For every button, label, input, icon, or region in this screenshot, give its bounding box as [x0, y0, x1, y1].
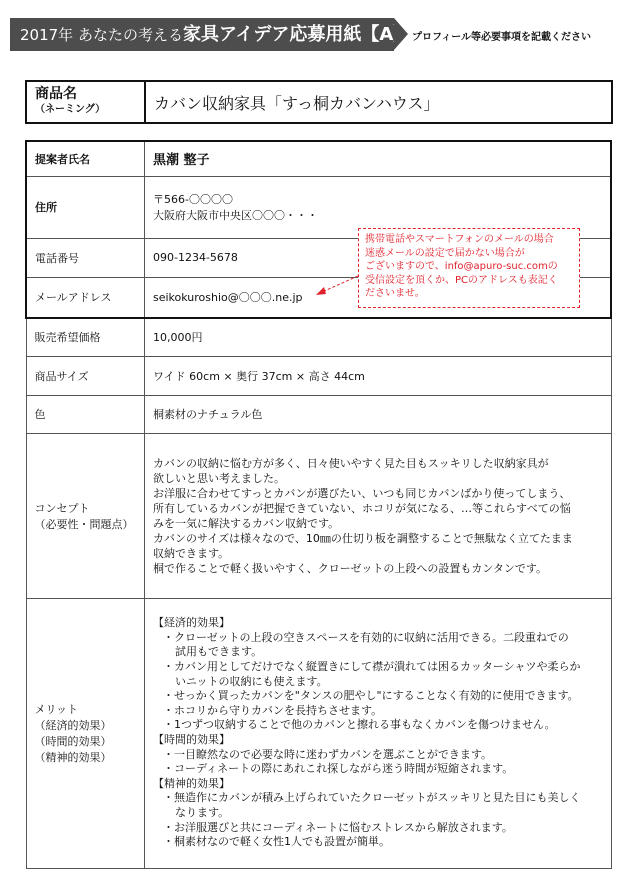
merit-line: ・ホコリから守りカバンを長持ちさせます。: [163, 703, 383, 717]
address-label: 住所: [26, 176, 145, 238]
callout-line: ございますので、info@apuro-suc.comの: [365, 261, 558, 272]
color-value: 桐素材のナチュラル色: [145, 395, 612, 433]
merit-heading: 【精神的効果】: [153, 776, 230, 790]
concept-line: 収納できます。: [153, 546, 230, 560]
callout-line: 受信設定を頂くか、PCのアドレスも表記く: [365, 274, 558, 286]
callout-line: 携帯電話やスマートフォンのメールの場合: [365, 234, 554, 245]
concept-line: みを一気に解決するカバン収納です。: [153, 516, 340, 530]
merit-line: ・桐素材なので軽く女性1人でも設置が簡単。: [163, 835, 390, 849]
price-value: 10,000円: [145, 318, 612, 356]
color-label: 色: [26, 395, 145, 433]
email-value: seikokuroshio@〇〇〇.ne.jp: [145, 277, 612, 318]
callout-arrow-line: [322, 276, 358, 292]
address-value: 大阪府大阪市中央区〇〇〇・・・: [153, 209, 318, 222]
merit-label: メリット: [34, 703, 79, 716]
merit-line: ・コーディネートの際にあれこれ探しながら迷う時間が短縮されます。: [163, 762, 514, 776]
callout-line: 迷惑メールの設定で届かない場合が: [365, 247, 525, 259]
concept-line: 所有しているカバンが把握できていない、ホコリが気になる、…等これらすべての悩: [153, 501, 571, 515]
merit-heading: 【経済的効果】: [153, 616, 230, 630]
merit-line: ・無造作にカバンが積み上げられていたクローゼットがスッキリと見た目にも美しく: [163, 791, 581, 805]
merit-line: いニットの収納にも使えます。: [175, 674, 328, 688]
applicant-name-value: 黒潮 整子: [145, 141, 612, 176]
concept-line: お洋服に合わせてすっとカバンが選びたい、いつも同じカバンばかり使ってしまう、: [153, 486, 571, 500]
product-name-sublabel: （ネーミング）: [35, 104, 106, 115]
postal-code: 〒566-〇〇〇〇: [153, 193, 233, 206]
phone-label: 電話番号: [26, 238, 145, 277]
merit-line: ・一目瞭然なので必要な時に迷わずカバンを選ぶことができます。: [163, 747, 493, 761]
merit-line: ・クローゼットの上段の空きスペースを有効的に収納に活用できる。二段重ねでの: [163, 630, 569, 644]
product-name-value: カバン収納家具「すっ桐カバンハウス」: [145, 81, 612, 123]
merit-sublabel: （精神的効果）: [34, 751, 112, 764]
concept-line: 欲しいと思い考えました。: [153, 471, 285, 485]
concept-line: カバンのサイズは様々なので、10㎜の仕切り板を調整することで無駄なく立てたまま: [153, 531, 573, 545]
size-value: ワイド 60cm × 奥行 37cm × 高さ 44cm: [145, 356, 612, 395]
merit-heading: 【時間的効果】: [153, 733, 230, 746]
merit-line: ・1つずつ収納することで他のカバンと擦れる事もなくカバンを傷つけません。: [163, 718, 556, 732]
merit-line: なります。: [175, 805, 230, 819]
size-label: 商品サイズ: [26, 356, 145, 395]
banner-title: 家具アイデア応募用紙【A】: [182, 24, 412, 45]
merit-sublabel: （時間的効果）: [34, 735, 112, 748]
applicant-name-label: 提案者氏名: [26, 141, 145, 176]
banner-prefix: 2017年 あなたの考える: [20, 26, 183, 44]
merit-sublabel: （経済的効果）: [34, 719, 112, 732]
merit-line: ・お洋服選びと共にコーディネートに悩むストレスから解放されます。: [163, 820, 513, 834]
product-name-label: 商品名: [35, 86, 77, 102]
price-label: 販売希望価格: [26, 318, 145, 356]
callout-line: ださいませ。: [365, 288, 425, 299]
concept-line: カバンの収納に悩む方が多く、日々使いやすく見た目もスッキリした収納家具が: [153, 456, 549, 470]
email-label: メールアドレス: [26, 277, 145, 318]
concept-sublabel: （必要性・問題点）: [34, 517, 134, 531]
callout-arrow-head: [316, 287, 326, 295]
merit-line: ・せっかく買ったカバンを"タンスの肥やし"にすることなく有効的に使用できます。: [163, 689, 579, 703]
merit-line: ・カバン用としてだけでなく縦置きにして襟が潰れては困るカッターシャツや柔らか: [163, 660, 581, 674]
merit-line: 試用もできます。: [175, 645, 263, 659]
phone-value: 090-1234-5678: [145, 238, 612, 277]
concept-label: コンセプト: [34, 501, 90, 515]
concept-line: 桐で作ることで軽く扱いやすく、クローゼットの上段への設置もカンタンです。: [153, 561, 548, 575]
banner-note: プロフィール等必要事項を記載ください: [412, 32, 591, 43]
